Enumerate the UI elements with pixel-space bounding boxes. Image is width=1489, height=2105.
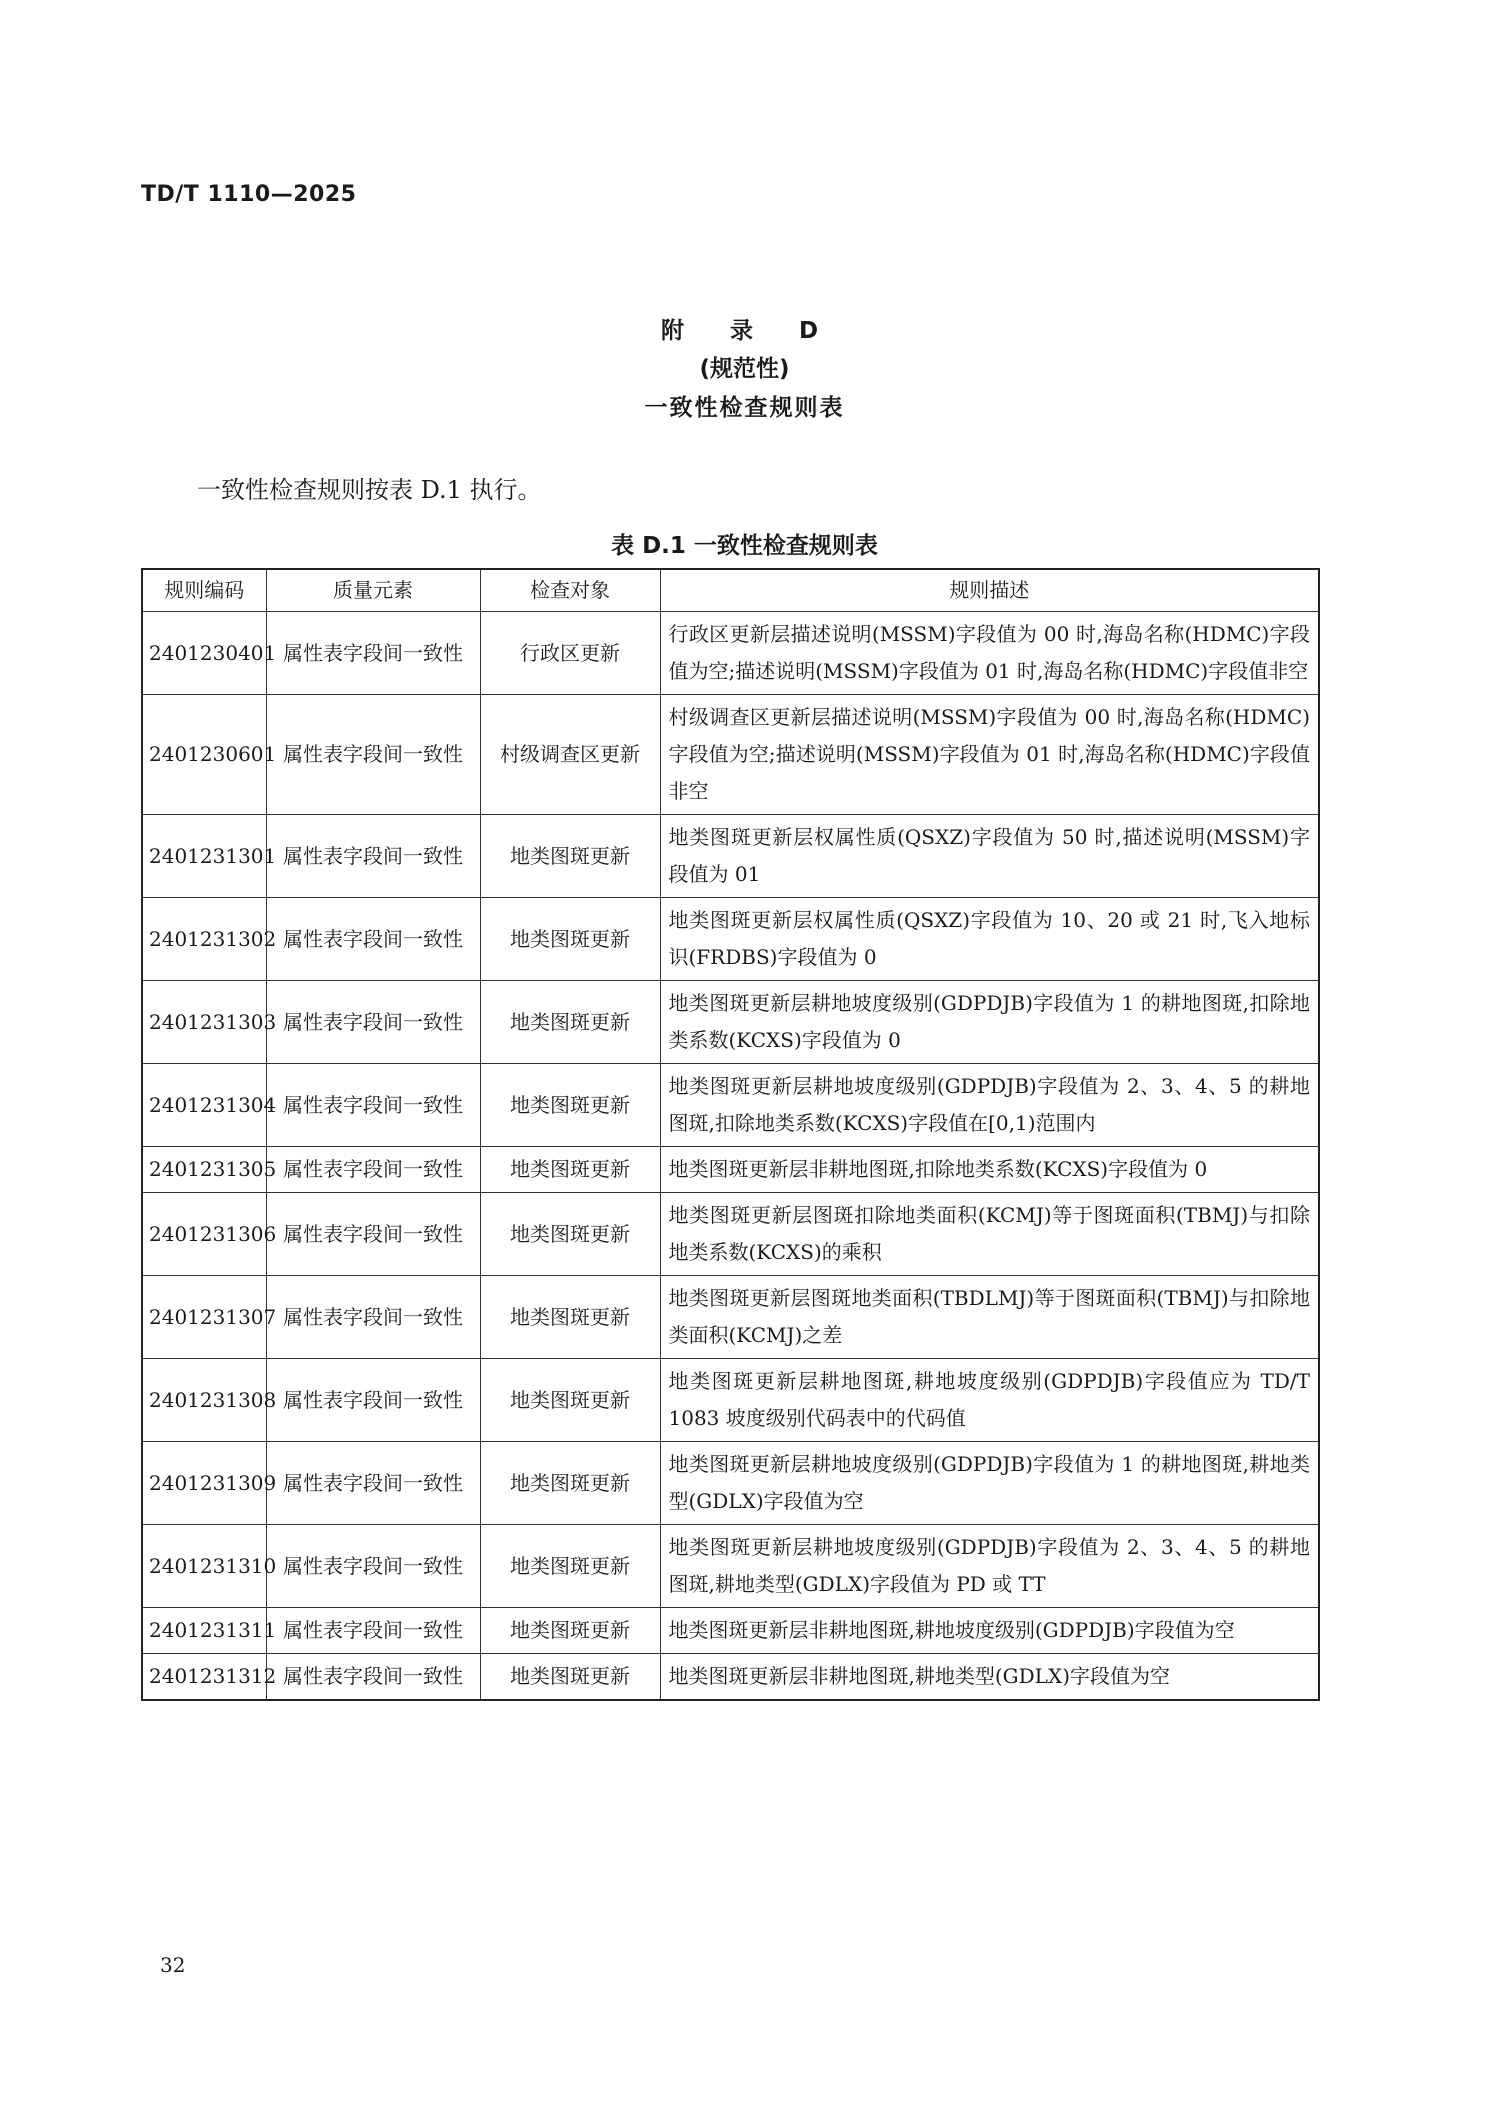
quality-element-cell: 属性表字段间一致性: [266, 981, 480, 1064]
column-header-desc: 规则描述: [660, 569, 1319, 612]
check-object-cell: 地类图斑更新: [480, 815, 660, 898]
quality-element-cell: 属性表字段间一致性: [266, 1654, 480, 1701]
rules-table: [141, 568, 1320, 1701]
check-object-cell: 地类图斑更新: [480, 898, 660, 981]
rule-code-cell: 2401231308: [142, 1359, 266, 1442]
rule-code-cell: 2401230601: [142, 695, 266, 815]
table-row: [142, 1525, 1319, 1608]
quality-element-cell: 属性表字段间一致性: [266, 1359, 480, 1442]
check-object-cell: 地类图斑更新: [480, 1442, 660, 1525]
table-row: [142, 1276, 1319, 1359]
rule-desc-cell: 地类图斑更新层耕地坡度级别(GDPDJB)字段值为 2、3、4、5 的耕地图斑,耕地类型(GDLX)字段值为 PD 或 TT: [660, 1525, 1319, 1608]
rule-code-cell: 2401231301: [142, 815, 266, 898]
rule-desc-cell: 地类图斑更新层权属性质(QSXZ)字段值为 50 时,描述说明(MSSM)字段值为 01: [660, 815, 1319, 898]
rule-code-cell: 2401231304: [142, 1064, 266, 1147]
table-row: [142, 815, 1319, 898]
table-row: [142, 695, 1319, 815]
rule-code-cell: 2401231302: [142, 898, 266, 981]
rule-code-cell: 2401231309: [142, 1442, 266, 1525]
rule-code-cell: 2401231312: [142, 1654, 266, 1701]
rule-code-cell: 2401230401: [142, 612, 266, 695]
quality-element-cell: 属性表字段间一致性: [266, 1525, 480, 1608]
rule-desc-cell: 行政区更新层描述说明(MSSM)字段值为 00 时,海岛名称(HDMC)字段值为空;描述说明(MSSM)字段值为 01 时,海岛名称(HDMC)字段值非空: [660, 612, 1319, 695]
table-body: [142, 612, 1319, 1701]
quality-element-cell: 属性表字段间一致性: [266, 1442, 480, 1525]
check-object-cell: 行政区更新: [480, 612, 660, 695]
quality-element-cell: 属性表字段间一致性: [266, 815, 480, 898]
rule-desc-cell: 地类图斑更新层权属性质(QSXZ)字段值为 10、20 或 21 时,飞入地标识(FRDBS)字段值为 0: [660, 898, 1319, 981]
check-object-cell: 地类图斑更新: [480, 1147, 660, 1193]
table-header-row: [142, 569, 1319, 612]
rule-code-cell: 2401231310: [142, 1525, 266, 1608]
page-number: 32: [160, 1953, 186, 1977]
table-row: [142, 1064, 1319, 1147]
check-object-cell: 地类图斑更新: [480, 1608, 660, 1654]
table-row: [142, 612, 1319, 695]
check-object-cell: 地类图斑更新: [480, 1193, 660, 1276]
rule-desc-cell: 地类图斑更新层耕地坡度级别(GDPDJB)字段值为 1 的耕地图斑,扣除地类系数(KCXS)字段值为 0: [660, 981, 1319, 1064]
column-header-element: 质量元素: [266, 569, 480, 612]
table-row: [142, 1193, 1319, 1276]
column-header-object: 检查对象: [480, 569, 660, 612]
quality-element-cell: 属性表字段间一致性: [266, 695, 480, 815]
table-row: [142, 1359, 1319, 1442]
check-object-cell: 地类图斑更新: [480, 1276, 660, 1359]
table-row: [142, 981, 1319, 1064]
check-object-cell: 地类图斑更新: [480, 1064, 660, 1147]
quality-element-cell: 属性表字段间一致性: [266, 898, 480, 981]
quality-element-cell: 属性表字段间一致性: [266, 612, 480, 695]
rule-code-cell: 2401231303: [142, 981, 266, 1064]
rule-code-cell: 2401231306: [142, 1193, 266, 1276]
check-object-cell: 地类图斑更新: [480, 981, 660, 1064]
rule-desc-cell: 地类图斑更新层图斑扣除地类面积(KCMJ)等于图斑面积(TBMJ)与扣除地类系数(KCXS)的乘积: [660, 1193, 1319, 1276]
intro-text: 一致性检查规则按表 D.1 执行。: [197, 476, 542, 504]
appendix-label: 附 录 D: [660, 318, 829, 344]
rule-code-cell: 2401231307: [142, 1276, 266, 1359]
check-object-cell: 地类图斑更新: [480, 1525, 660, 1608]
table-row: [142, 1147, 1319, 1193]
rule-desc-cell: 地类图斑更新层图斑地类面积(TBDLMJ)等于图斑面积(TBMJ)与扣除地类面积(KCMJ)之差: [660, 1276, 1319, 1359]
rule-desc-cell: 地类图斑更新层非耕地图斑,耕地类型(GDLX)字段值为空: [660, 1654, 1319, 1701]
quality-element-cell: 属性表字段间一致性: [266, 1193, 480, 1276]
rule-desc-cell: 地类图斑更新层耕地坡度级别(GDPDJB)字段值为 1 的耕地图斑,耕地类型(GDLX)字段值为空: [660, 1442, 1319, 1525]
column-header-code: 规则编码: [142, 569, 266, 612]
rule-desc-cell: 地类图斑更新层耕地坡度级别(GDPDJB)字段值为 2、3、4、5 的耕地图斑,扣除地类系数(KCXS)字段值在[0,1)范围内: [660, 1064, 1319, 1147]
quality-element-cell: 属性表字段间一致性: [266, 1608, 480, 1654]
quality-element-cell: 属性表字段间一致性: [266, 1064, 480, 1147]
appendix-title: 一致性检查规则表: [644, 395, 845, 421]
standard-code: TD/T 1110—2025: [141, 182, 357, 207]
quality-element-cell: 属性表字段间一致性: [266, 1276, 480, 1359]
check-object-cell: 村级调查区更新: [480, 695, 660, 815]
rule-desc-cell: 地类图斑更新层耕地图斑,耕地坡度级别(GDPDJB)字段值应为 TD/T 1083 坡度级别代码表中的代码值: [660, 1359, 1319, 1442]
quality-element-cell: 属性表字段间一致性: [266, 1147, 480, 1193]
appendix-normative: (规范性): [699, 356, 790, 382]
rule-desc-cell: 地类图斑更新层非耕地图斑,扣除地类系数(KCXS)字段值为 0: [660, 1147, 1319, 1193]
table-row: [142, 898, 1319, 981]
check-object-cell: 地类图斑更新: [480, 1359, 660, 1442]
rule-code-cell: 2401231311: [142, 1608, 266, 1654]
table-row: [142, 1654, 1319, 1701]
rule-desc-cell: 地类图斑更新层非耕地图斑,耕地坡度级别(GDPDJB)字段值为空: [660, 1608, 1319, 1654]
table-row: [142, 1608, 1319, 1654]
table-row: [142, 1442, 1319, 1525]
rule-code-cell: 2401231305: [142, 1147, 266, 1193]
check-object-cell: 地类图斑更新: [480, 1654, 660, 1701]
table-caption: 表 D.1 一致性检查规则表: [611, 533, 878, 559]
rule-desc-cell: 村级调查区更新层描述说明(MSSM)字段值为 00 时,海岛名称(HDMC)字段值为空;描述说明(MSSM)字段值为 01 时,海岛名称(HDMC)字段值非空: [660, 695, 1319, 815]
